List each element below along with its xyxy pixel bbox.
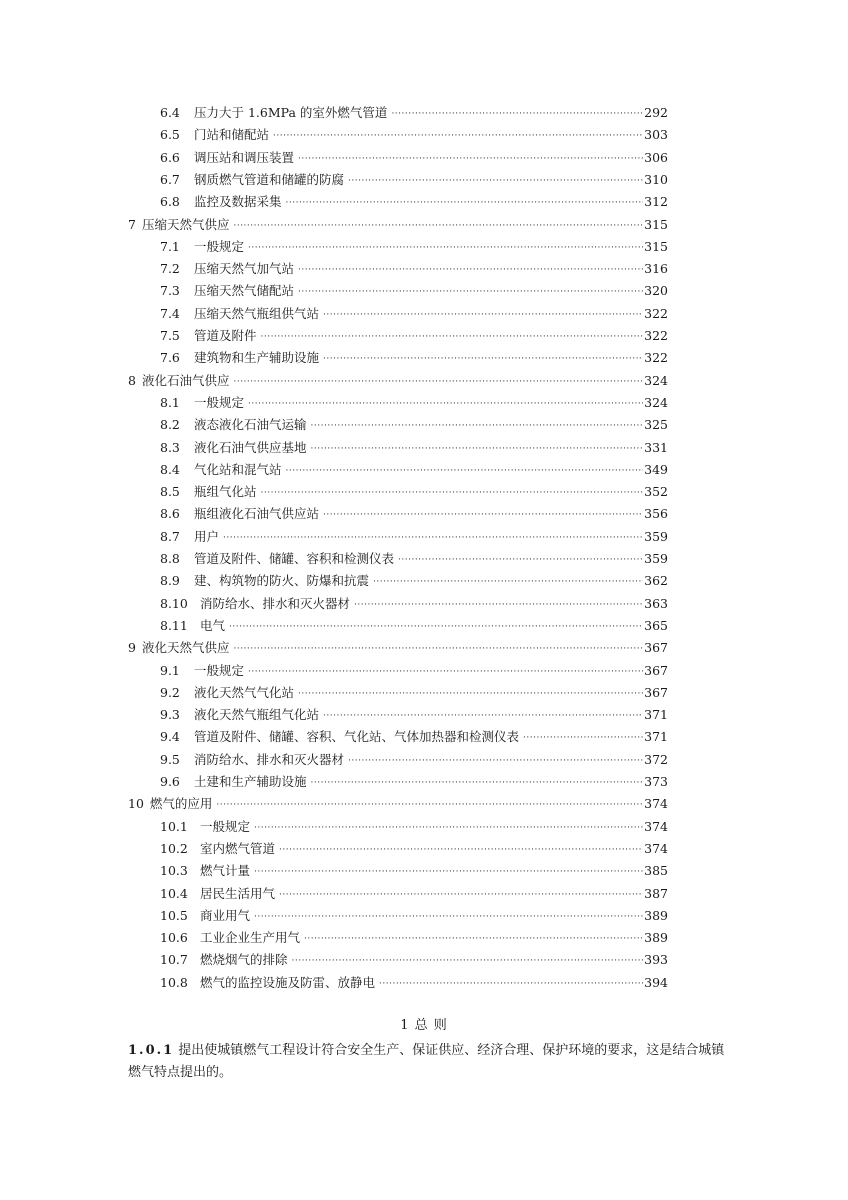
toc-entry (160, 347, 668, 369)
toc-entry-title: 管道及附件、储罐、容积和检测仪表 (194, 551, 395, 566)
toc-entry (160, 860, 668, 882)
toc-leader-dots (254, 861, 643, 883)
toc-entry-number: 6.4 (160, 105, 180, 120)
toc-entry-number: 9.5 (160, 751, 180, 767)
toc-entry (160, 459, 668, 481)
toc-entry (128, 637, 668, 659)
toc-entry-title: 管道及附件 (194, 328, 257, 343)
toc-entry-page: 331 (644, 439, 668, 455)
toc-entry (160, 682, 668, 704)
toc-entry-number: 9.2 (160, 684, 180, 700)
toc-entry-number: 9.4 (160, 729, 180, 745)
toc-entry-page: 356 (644, 506, 668, 522)
toc-entry-number: 7.5 (160, 328, 180, 343)
toc-entry-title: 电气 (200, 617, 226, 633)
toc-leader-dots (354, 594, 643, 616)
toc-entry (160, 593, 668, 615)
toc-entry-title: 建筑物和生产辅助设施 (194, 350, 320, 366)
toc-leader-dots (373, 571, 643, 593)
toc-entry-title: 液化石油气供应 (141, 372, 230, 388)
toc-entry-number: 10.4 (160, 885, 188, 901)
toc-entry-page: 359 (644, 528, 668, 544)
toc-entry-number: 8.9 (160, 573, 180, 589)
toc-entry-number: 7.3 (160, 283, 180, 299)
toc-entry-number: 6.5 (160, 127, 180, 143)
toc-entry-page: 310 (644, 171, 668, 187)
toc-leader-dots (273, 125, 643, 147)
toc-entry-title: 压缩天然气储配站 (194, 283, 295, 299)
toc-leader-dots (348, 750, 643, 772)
toc-leader-dots (298, 259, 643, 281)
toc-leader-dots (304, 928, 643, 950)
toc-entry (160, 816, 668, 838)
toc-entry (160, 660, 668, 682)
toc-leader-dots (523, 727, 643, 749)
toc-entry (160, 749, 668, 771)
toc-entry-title: 建、构筑物的防火、防爆和抗震 (194, 573, 370, 589)
toc-entry-page: 325 (644, 417, 668, 433)
toc-entry-number: 10.6 (160, 930, 188, 946)
toc-entry-title: 工业企业生产用气 (200, 930, 301, 946)
toc-entry-title: 居民生活用气 (200, 885, 276, 901)
toc-entry-number: 10 (128, 796, 144, 812)
toc-entry-number: 7 (128, 216, 136, 232)
toc-leader-dots (311, 415, 644, 437)
toc-entry-page: 374 (644, 818, 668, 834)
toc-entry (160, 548, 668, 570)
toc-leader-dots (254, 906, 643, 928)
toc-leader-dots (254, 817, 643, 839)
toc-leader-dots (292, 950, 644, 972)
toc-entry-title: 一般规定 (194, 662, 245, 678)
toc-entry (160, 838, 668, 860)
toc-entry (160, 704, 668, 726)
toc-entry-title: 商业用气 (200, 907, 251, 923)
toc-leader-dots (233, 638, 643, 660)
toc-entry (160, 303, 668, 325)
toc-leader-dots (298, 683, 643, 705)
toc-entry (160, 905, 668, 927)
toc-leader-dots (248, 237, 643, 259)
toc-entry-title: 液化天然气气化站 (194, 684, 295, 700)
toc-entry (160, 883, 668, 905)
toc-entry-page: 324 (644, 372, 668, 388)
toc-entry-page: 292 (644, 105, 668, 120)
toc-entry-number: 9.3 (160, 707, 180, 723)
toc-entry (160, 437, 668, 459)
toc-entry-page: 393 (644, 952, 668, 968)
toc-entry-title: 气化站和混气站 (194, 461, 282, 477)
toc-entry-number: 8.4 (160, 461, 180, 477)
toc-entry-number: 7.6 (160, 350, 180, 366)
toc-entry-number: 8.10 (160, 595, 188, 611)
toc-entry (160, 191, 668, 213)
toc-entry-number: 8.6 (160, 506, 180, 522)
toc-entry (160, 570, 668, 592)
toc-entry-page: 372 (644, 751, 668, 767)
toc-entry (160, 258, 668, 280)
toc-entry-number: 8 (128, 372, 136, 388)
toc-entry (160, 169, 668, 191)
toc-entry-title: 一般规定 (200, 818, 251, 834)
toc-leader-dots (298, 148, 643, 170)
toc-entry-number: 8.2 (160, 417, 180, 433)
toc-leader-dots (223, 527, 643, 549)
toc-entry (160, 392, 668, 414)
toc-leader-dots (233, 371, 643, 393)
toc-entry-number: 7.1 (160, 238, 180, 254)
toc-entry-title: 压力大于 1.6MPa 的室外燃气管道 (194, 105, 388, 120)
toc-leader-dots (248, 393, 643, 415)
toc-entry-page: 373 (644, 774, 668, 789)
toc-entry-page: 306 (644, 149, 668, 165)
toc-entry-title: 压缩天然气瓶组供气站 (194, 305, 320, 321)
toc-entry (128, 214, 668, 236)
toc-entry (160, 414, 668, 436)
toc-entry-title: 液化天然气供应 (141, 640, 230, 656)
toc-entry (160, 236, 668, 258)
clause-text: 提出使城镇燃气工程设计符合安全生产、保证供应、经济合理、保护环境的要求，这是结合城镇燃气特点提出的。 (128, 1043, 725, 1080)
toc-leader-dots (391, 103, 643, 125)
toc-entry (160, 503, 668, 525)
toc-leader-dots (379, 973, 643, 995)
toc-entry-page: 352 (644, 484, 668, 500)
toc-entry-title: 土建和生产辅助设施 (194, 774, 307, 789)
toc-entry-page: 363 (644, 595, 668, 611)
toc-entry-number: 9.1 (160, 662, 180, 678)
toc-entry-title: 用户 (194, 528, 220, 544)
toc-entry-title: 液化石油气供应基地 (194, 439, 307, 455)
toc-leader-dots (286, 192, 644, 214)
toc-entry-page: 367 (644, 662, 668, 678)
toc-entry-title: 瓶组液化石油气供应站 (194, 506, 320, 522)
toc-entry-page: 367 (644, 640, 668, 656)
toc-leader-dots (323, 304, 643, 326)
toc-entry-title: 室内燃气管道 (200, 840, 276, 856)
toc-leader-dots (279, 839, 643, 861)
toc-entry-page: 371 (644, 707, 668, 723)
toc-leader-dots (233, 215, 643, 237)
toc-leader-dots (348, 170, 643, 192)
toc-entry-number: 8.11 (160, 617, 188, 633)
toc-entry-page: 385 (644, 863, 668, 879)
toc-entry-title: 消防给水、排水和灭火器材 (194, 751, 345, 767)
toc-entry-page: 362 (644, 573, 668, 589)
toc-entry (160, 972, 668, 994)
toc-entry (160, 771, 668, 793)
toc-leader-dots (323, 348, 643, 370)
toc-entry-number: 8.3 (160, 439, 180, 455)
toc-entry-page: 303 (644, 127, 668, 143)
toc-entry-page: 315 (644, 238, 668, 254)
toc-entry-page: 394 (644, 974, 668, 990)
toc-entry-page: 387 (644, 885, 668, 901)
toc-entry-title: 一般规定 (194, 238, 245, 254)
section-heading: 1 总 则 (400, 1018, 448, 1033)
toc-entry-title: 燃气计量 (200, 863, 251, 879)
toc-entry-title: 压缩天然气加气站 (194, 261, 295, 277)
toc-entry-number: 8.7 (160, 528, 180, 544)
clause-number: 1.0.1 (128, 1043, 175, 1058)
toc-entry (160, 949, 668, 971)
toc-entry-page: 365 (644, 617, 668, 633)
toc-entry-title: 液态液化石油气运输 (194, 417, 307, 433)
toc-entry-number: 10.2 (160, 840, 188, 856)
toc-leader-dots (216, 794, 643, 816)
toc-leader-dots (311, 772, 644, 794)
toc-entry-title: 瓶组气化站 (194, 484, 257, 500)
toc-entry-number: 8.8 (160, 551, 180, 566)
toc-entry-number: 6.8 (160, 194, 180, 210)
toc-leader-dots (298, 281, 643, 303)
toc-leader-dots (279, 884, 643, 906)
toc-entry-page: 374 (644, 840, 668, 856)
toc-entry-page: 316 (644, 261, 668, 277)
toc-leader-dots (323, 504, 643, 526)
toc-entry-number: 6.6 (160, 149, 180, 165)
toc-leader-dots (261, 326, 644, 348)
toc-entry-page: 322 (644, 305, 668, 321)
toc-entry-page: 367 (644, 684, 668, 700)
toc-entry (160, 280, 668, 302)
toc-entry-page: 320 (644, 283, 668, 299)
toc-entry-page: 389 (644, 907, 668, 923)
toc-entry-title: 钢质燃气管道和储罐的防腐 (194, 171, 345, 187)
toc-entry-title: 消防给水、排水和灭火器材 (200, 595, 351, 611)
toc-entry-title: 监控及数据采集 (194, 194, 282, 210)
toc-entry (160, 927, 668, 949)
toc-entry-number: 10.7 (160, 952, 188, 968)
toc-entry-title: 液化天然气瓶组气化站 (194, 707, 320, 723)
toc-entry (160, 325, 668, 347)
toc-entry (160, 726, 668, 748)
toc-leader-dots (261, 482, 644, 504)
toc-entry-number: 9 (128, 640, 136, 656)
toc-entry-number: 10.5 (160, 907, 188, 923)
clause-paragraph (128, 1040, 728, 1084)
toc-leader-dots (398, 549, 643, 571)
toc-entry-page: 322 (644, 328, 668, 343)
toc-leader-dots (323, 705, 643, 727)
toc-entry-page: 371 (644, 729, 668, 745)
toc-entry (160, 124, 668, 146)
toc-entry-number: 10.8 (160, 974, 188, 990)
toc-entry-page: 315 (644, 216, 668, 232)
toc-entry-number: 10.1 (160, 818, 188, 834)
toc-entry-title: 燃气的监控设施及防雷、放静电 (200, 974, 376, 990)
toc-entry-number: 10.3 (160, 863, 188, 879)
toc-entry (128, 370, 668, 392)
toc-leader-dots (229, 616, 643, 638)
toc-entry-number: 7.4 (160, 305, 180, 321)
toc-leader-dots (286, 460, 644, 482)
toc-leader-dots (311, 438, 644, 460)
toc-entry-page: 389 (644, 930, 668, 946)
toc-entry (160, 102, 668, 124)
toc-entry (160, 526, 668, 548)
toc-entry-page: 324 (644, 394, 668, 410)
toc-entry-title: 调压站和调压装置 (194, 149, 295, 165)
toc-entry (160, 147, 668, 169)
toc-entry-title: 燃气的应用 (149, 796, 213, 812)
toc-entry-title: 管道及附件、储罐、容积、气化站、气体加热器和检测仪表 (194, 729, 520, 745)
toc-entry-number: 9.6 (160, 774, 180, 789)
toc-leader-dots (248, 661, 643, 683)
toc-entry-number: 6.7 (160, 171, 180, 187)
toc-entry-page: 312 (644, 194, 668, 210)
toc-entry-title: 压缩天然气供应 (141, 216, 230, 232)
toc-entry-title: 门站和储配站 (194, 127, 270, 143)
toc-entry-page: 359 (644, 551, 668, 566)
toc-entry-number: 8.1 (160, 394, 180, 410)
toc-entry-number: 7.2 (160, 261, 180, 277)
toc-entry (128, 793, 668, 815)
toc-entry-title: 一般规定 (194, 394, 245, 410)
toc-entry-title: 燃烧烟气的排除 (200, 952, 288, 968)
toc-entry-page: 374 (644, 796, 668, 812)
toc-entry-number: 8.5 (160, 484, 180, 500)
toc-entry-page: 322 (644, 350, 668, 366)
toc-entry (160, 615, 668, 637)
toc-entry (160, 481, 668, 503)
toc-entry-page: 349 (644, 461, 668, 477)
